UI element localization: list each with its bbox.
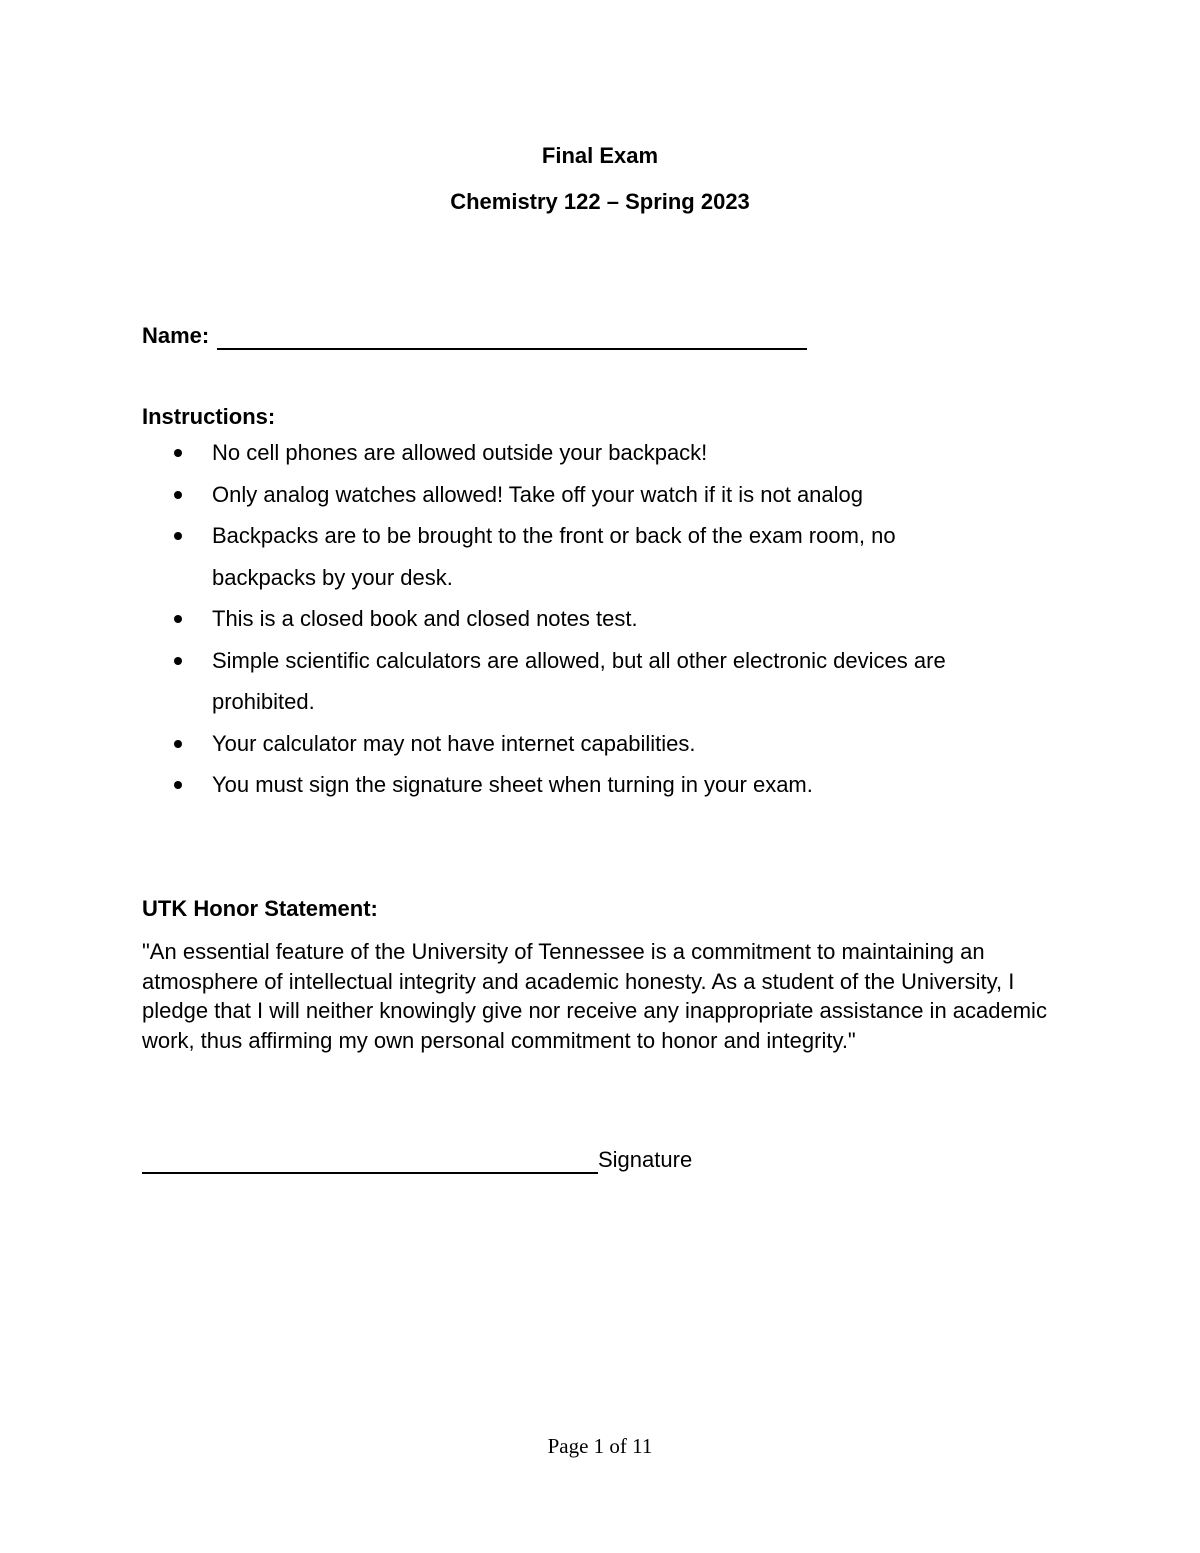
honor-statement-text: "An essential feature of the University of Tennessee is a commitment to maintaining an atmosphere of intellectual integrity and academic honesty. As a student of the University, I pledge that I will neither knowingly give nor receive any inappropriate assistance in academic work, thus affirming my own personal commitment to honor and integrity." <box>142 939 1047 1053</box>
instruction-text: Simple scientific calculators are allowed, but all other electronic devices are prohibited. <box>212 647 946 714</box>
instruction-text: Backpacks are to be brought to the front or back of the exam room, no backpacks by your desk. <box>212 523 896 590</box>
instructions-heading: Instructions: <box>142 404 276 429</box>
instruction-text: No cell phones are allowed outside your backpack! <box>212 440 708 465</box>
course-subtitle: Chemistry 122 – Spring 2023 <box>450 189 750 214</box>
instruction-text: Only analog watches allowed! Take off your watch if it is not analog <box>212 481 864 507</box>
page-title: Final Exam <box>541 143 659 168</box>
page-number: Page 1 of 11 <box>547 1434 653 1458</box>
bullet-icon <box>174 449 182 457</box>
instruction-item <box>142 764 1042 806</box>
instruction-item <box>142 515 1042 598</box>
bullet-icon <box>174 532 182 540</box>
instructions-list <box>142 432 1042 806</box>
bullet-icon <box>174 781 182 789</box>
signature-blank-line <box>142 1148 598 1174</box>
signature-label: Signature <box>598 1147 693 1172</box>
honor-statement-heading: UTK Honor Statement: <box>142 896 378 921</box>
instruction-item <box>142 598 1042 640</box>
instruction-item <box>142 640 1042 723</box>
instruction-text: Your calculator may not have internet capabilities. <box>212 730 696 756</box>
instruction-text: This is a closed book and closed notes test. <box>212 606 638 631</box>
instruction-item <box>142 723 1042 765</box>
instruction-text: You must sign the signature sheet when turning in your exam. <box>212 772 813 797</box>
name-label: Name: <box>142 323 210 348</box>
bullet-icon <box>174 615 182 623</box>
signature-row <box>142 1146 692 1174</box>
bullet-icon <box>174 657 182 665</box>
name-field-row <box>142 322 807 350</box>
bullet-icon <box>174 491 182 499</box>
name-blank-line <box>217 324 807 350</box>
instruction-item <box>142 432 1042 474</box>
bullet-icon <box>174 740 182 748</box>
instruction-item <box>142 474 1042 516</box>
